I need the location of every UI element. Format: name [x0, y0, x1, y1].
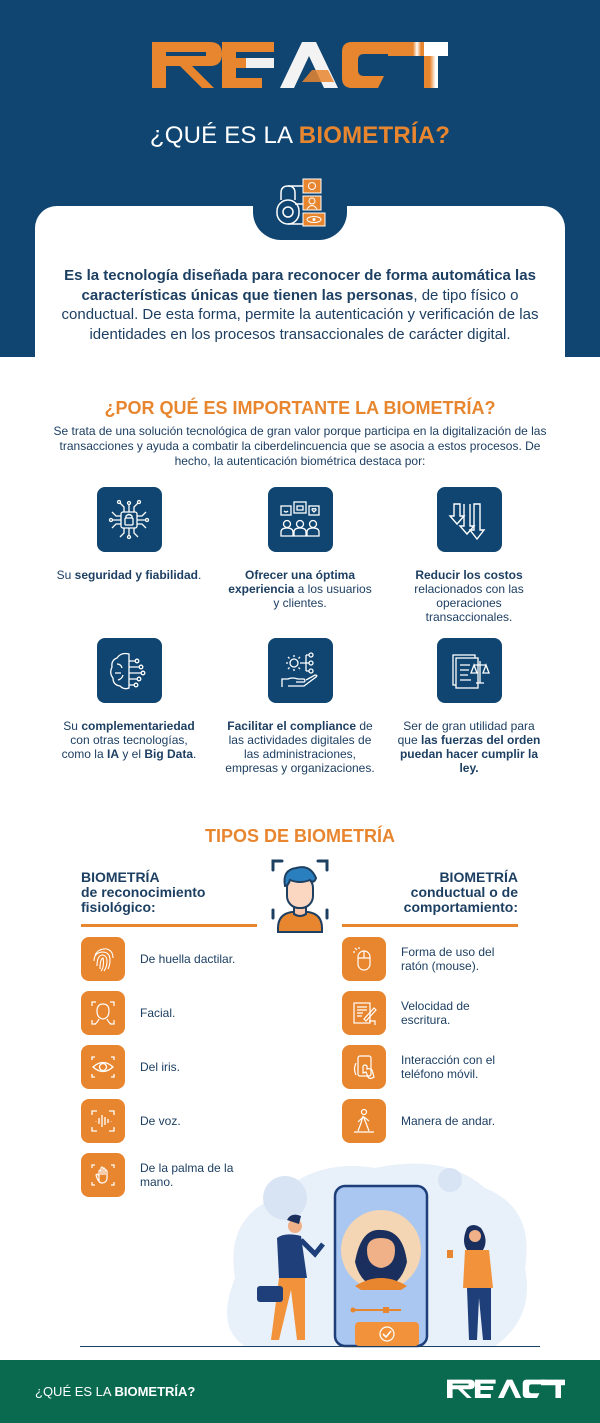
feature-text: Su seguridad y fiabilidad. — [56, 568, 202, 582]
feature-complementarity — [54, 638, 204, 761]
react-logo — [152, 42, 448, 94]
divider — [81, 924, 257, 927]
voice-wave-icon — [81, 1099, 125, 1143]
type-item-facial: Facial. — [81, 991, 260, 1035]
feature-text: Facilitar el compliance de las actividades digitales de las administraciones, empresas y organizaciones. — [225, 719, 375, 775]
chip-lock-icon — [97, 487, 162, 552]
intro-text: Es la tecnología diseñada para reconocer de forma automática las características únicas que tienen las personas, de tipo físico o conductual. De esta forma, permite la autenticación y verificación de las identidades en los procesos transaccionales de carácter digital. — [61, 267, 539, 343]
type-item-palm: De la palma de la mano. — [81, 1153, 260, 1197]
divider — [342, 924, 518, 927]
gear-hand-icon — [268, 638, 333, 703]
type-item-mouse: Forma de uso del ratón (mouse). — [342, 937, 521, 981]
importance-body: Se trata de una solución tecnológica de gran valor porque participa en la digitalización de las transacciones y ayuda a combatir la ciberdelincuencia que se asocia a estos procesos. De hecho, la autenticación biométrica destaca por: — [53, 424, 547, 468]
phone-touch-icon — [342, 1045, 386, 1089]
writing-icon — [342, 991, 386, 1035]
type-item-iris: Del iris. — [81, 1045, 260, 1089]
hero-title: ¿QUÉ ES LA BIOMETRÍA? — [149, 122, 451, 149]
eye-scan-icon — [81, 1045, 125, 1089]
importance-title: ¿POR QUÉ ES IMPORTANTE LA BIOMETRÍA? — [104, 398, 496, 418]
type-item-walking: Manera de andar. — [342, 1099, 521, 1143]
feature-security — [54, 487, 204, 582]
feature-text: Reducir los costos relacionados con las operaciones transaccionales. — [414, 568, 524, 624]
down-arrows-icon — [437, 487, 502, 552]
feature-experience — [225, 487, 375, 610]
face-scan-icon — [81, 991, 125, 1035]
law-document-icon — [437, 638, 502, 703]
type-item-voice: De voz. — [81, 1099, 260, 1143]
feature-text: Ofrecer una óptima experiencia a los usuarios y clientes. — [228, 568, 372, 610]
feature-text: Ser de gran utilidad para que las fuerzas del orden puedan hacer cumplir la ley. — [397, 719, 541, 775]
ground-line — [80, 1346, 540, 1347]
biometric-scan-illustration — [205, 1158, 545, 1348]
physiological-heading: BIOMETRÍA de reconocimiento fisiológico: — [81, 869, 206, 915]
mouse-icon — [342, 937, 386, 981]
types-title: TIPOS DE BIOMETRÍA — [204, 826, 395, 846]
feature-costs — [394, 487, 544, 624]
lock-biometric-icon — [273, 178, 327, 228]
brain-circuit-icon — [97, 638, 162, 703]
type-item-writing: Velocidad de escritura. — [342, 991, 521, 1035]
fingerprint-icon — [81, 937, 125, 981]
feature-compliance — [225, 638, 375, 775]
react-logo-footer — [447, 1379, 565, 1401]
palm-scan-icon — [81, 1153, 125, 1197]
feature-law — [394, 638, 544, 775]
walking-icon — [342, 1099, 386, 1143]
face-recognition-avatar-icon — [270, 858, 330, 934]
type-item-fingerprint: De huella dactilar. — [81, 937, 260, 981]
footer — [0, 1360, 600, 1423]
footer-title: ¿QUÉ ES LA BIOMETRÍA? — [35, 1384, 196, 1399]
users-feedback-icon — [268, 487, 333, 552]
behavioral-heading: BIOMETRÍA conductual o de comportamiento: — [403, 869, 518, 915]
type-item-phone: Interacción con el teléfono móvil. — [342, 1045, 521, 1089]
feature-text: Su complementariedad con otras tecnologías, como la IA y el Big Data. — [61, 719, 197, 761]
